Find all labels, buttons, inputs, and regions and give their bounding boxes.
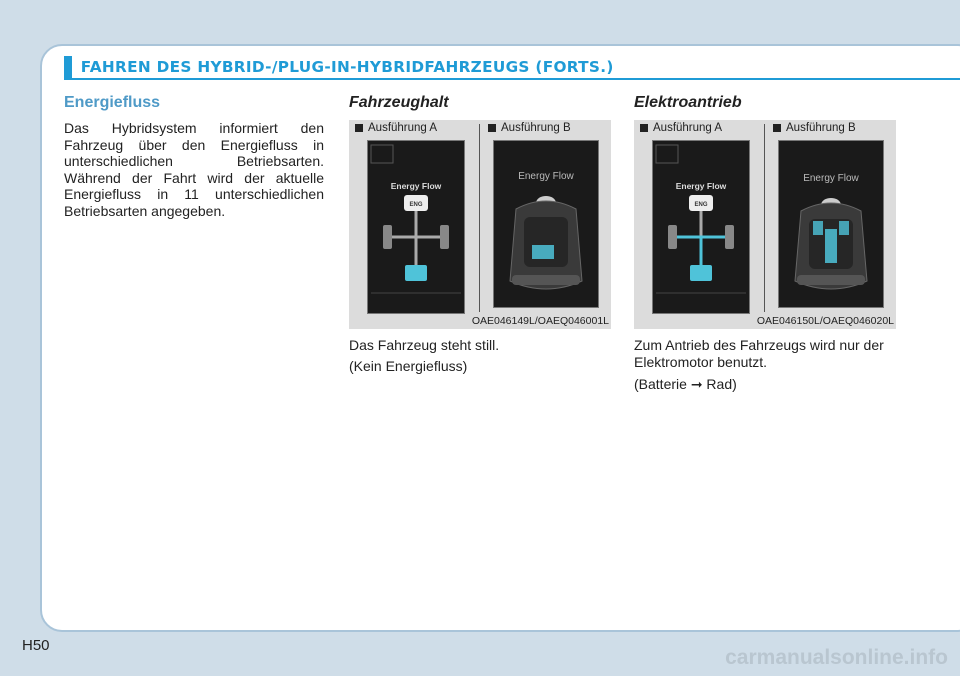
- variant-b-label: Ausführung B: [773, 122, 856, 134]
- stationary-caption: Das Fahrzeug steht still.: [349, 337, 500, 353]
- energy-text: Das Hybridsystem informiert den Fahrzeug über den Energiefluss in unterschiedlichen Betriebsarten. Während der Fahrt wird der aktuelle Energiefluss in 11 unterschiedlichen Betriebsarten angegeben.: [64, 120, 324, 219]
- square-bullet-icon: [773, 124, 781, 132]
- watermark: carmanualsonline.info: [725, 646, 948, 669]
- figure-code: OAE046150L/OAEQ046020L: [756, 315, 894, 327]
- section-title: FAHREN DES HYBRID-/PLUG-IN-HYBRIDFAHRZEUGS (FORTS.): [80, 58, 614, 76]
- electric-figure: [634, 120, 896, 329]
- screen-b-label: Energy Flow: [518, 171, 574, 182]
- square-bullet-icon: [355, 124, 363, 132]
- stationary-title: Fahrzeughalt: [349, 94, 449, 111]
- electric-caption: Zum Antrieb des Fahrzeugs wird nur der Elektromotor benutzt.: [634, 337, 884, 370]
- stationary-caption-note: (Kein Energiefluss): [349, 358, 468, 374]
- screen-variant-a: [652, 140, 750, 314]
- arrow-right-icon: ➞: [690, 376, 703, 392]
- electric-title: Elektroantrieb: [634, 94, 742, 111]
- svg-text:ENG: ENG: [694, 202, 708, 208]
- figure-divider: [479, 124, 480, 312]
- figure-code: OAE046149L/OAEQ046001L: [471, 315, 609, 327]
- screen-b-label: Energy Flow: [803, 173, 859, 184]
- screen-a-label: Energy Flow: [675, 181, 727, 191]
- variant-a-label: Ausführung A: [355, 122, 437, 134]
- square-bullet-icon: [488, 124, 496, 132]
- header-rule: [64, 78, 960, 80]
- header-accent-bar: [64, 56, 72, 78]
- screen-variant-a: [367, 140, 465, 314]
- square-bullet-icon: [640, 124, 648, 132]
- screen-a-label: Energy Flow: [390, 181, 442, 191]
- section-header: [64, 55, 960, 79]
- variant-b-label: Ausführung B: [488, 122, 571, 134]
- svg-text:ENG: ENG: [409, 202, 423, 208]
- screen-variant-b: [493, 140, 599, 308]
- variant-a-label: Ausführung A: [640, 122, 722, 134]
- electric-caption-note: (Batterie ➞ Rad): [634, 376, 737, 392]
- stationary-figure: [349, 120, 611, 329]
- screen-variant-b: [778, 140, 884, 308]
- figure-divider: [764, 124, 765, 312]
- page-number: H50: [22, 637, 50, 654]
- energy-title: Energiefluss: [64, 94, 161, 111]
